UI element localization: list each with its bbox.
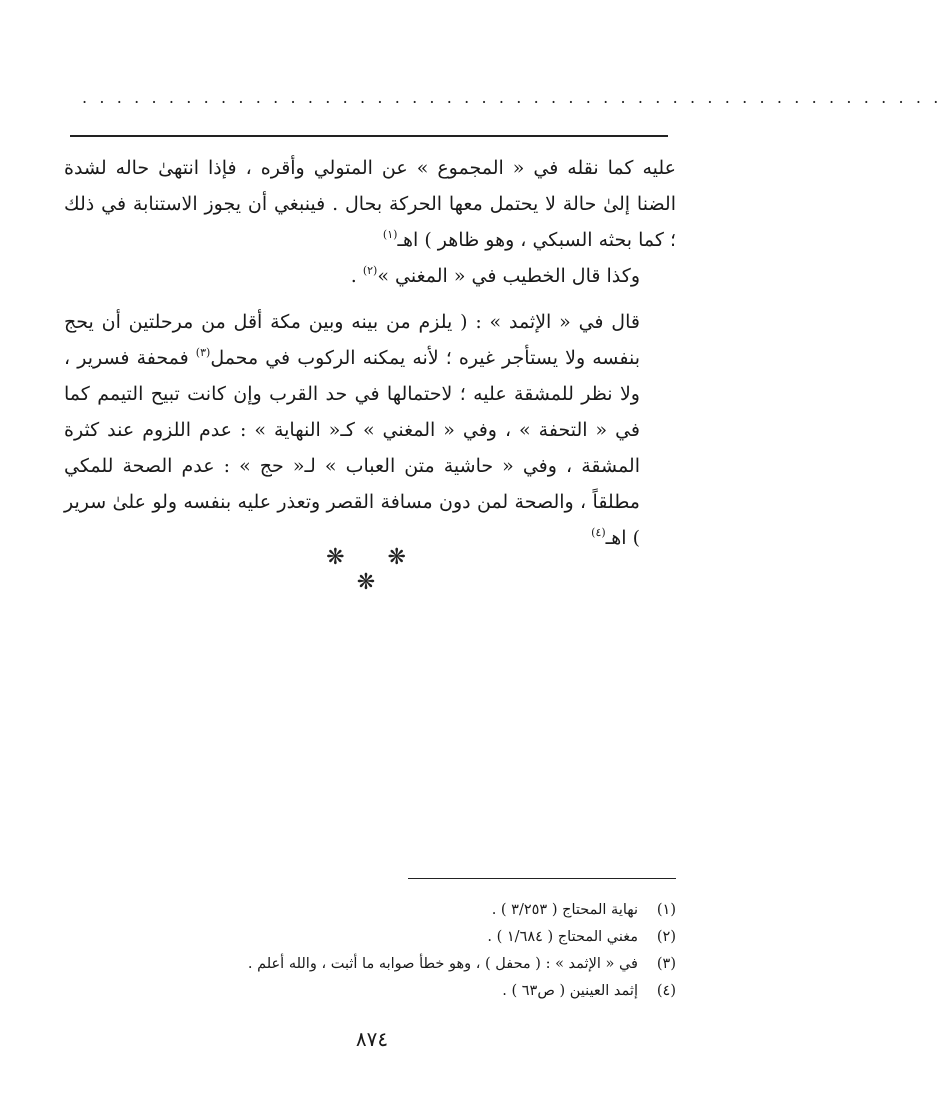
page-number: ٨٧٤ [355,1027,389,1051]
paragraph-1-text: عليه كما نقله في « المجموع » عن المتولي وأقره ، فإذا انتهىٰ حاله لشدة الضنا إلىٰ حالة لا يحتمل معها الحركة بحال . فينبغي أن يجوز الاستنابة في ذلك ؛ كما بحثه السبكي ، وهو ظاهر ) اهـ [64,157,676,251]
paragraph-3-text-b: فمحفة فسرير ، ولا نظر للمشقة عليه ؛ لاحتمالها في حد القرب وإن كانت تبيح التيمم كما في « التحفة » ، وفي « المغني » كـ« النهاية » : عدم اللزوم عند كثرة المشقة ، وفي « حاشية متن العباب » لـ« حج » : عدم الصحة للمكي مطلقاً ، والصحة لمن دون مسافة القصر وتعذر عليه بنفسه ولو علىٰ سرير ) اهـ [64,347,640,549]
paragraph-2 [64,258,676,294]
footnote-number: (٣) [656,956,676,972]
footnote-ref-1[interactable]: (١) [382,228,398,241]
footnote-item [200,897,676,924]
footnote-text: مغني المحتاج ( ١/٦٨٤ ) . [487,929,638,945]
footnote-text: في « الإثمد » : ( محفل ) ، وهو خطأ صوابه ما أثبت ، والله أعلم . [247,956,638,972]
footnote-number: (١) [656,902,676,918]
paragraph-3-text-a: قال في « الإثمد » : ( يلزم من بينه وبين مكة أقل من مرحلتين أن يحج بنفسه ولا يستأجر غيره ؛ لأنه يمكنه الركوب في محمل [64,311,640,369]
footnote-item [200,924,676,951]
footnote-text: نهاية المحتاج ( ٣/٢٥٣ ) . [491,902,638,918]
paragraph-3 [64,304,676,556]
footnote-number: (٤) [656,983,676,999]
paragraph-2-text: وكذا قال الخطيب في « المغني » [377,265,640,287]
paragraph-1 [64,150,676,258]
footnote-rule [408,878,676,879]
footnote-item [200,951,676,978]
footnote-ref-3[interactable]: (٣) [195,346,211,359]
running-header-dots: . . . . . . . . . . . . . . . . . . . . . . . . . . . . . . . . . . . . . . . . . . . . . . . . . . [82,88,942,107]
footnote-ref-4[interactable]: (٤) [591,526,606,539]
footnotes [200,897,676,1005]
section-separator-stars: ❋ ❋ ❋ [326,545,424,595]
main-text [64,150,676,556]
footnote-item [200,978,676,1005]
footnote-text: إثمد العينين ( ص٦٣ ) . [502,983,638,999]
paragraph-2-tail: . [350,265,363,287]
footnote-number: (٢) [656,929,676,945]
footnote-ref-2[interactable]: (٢) [362,264,378,277]
header-rule [70,135,668,137]
